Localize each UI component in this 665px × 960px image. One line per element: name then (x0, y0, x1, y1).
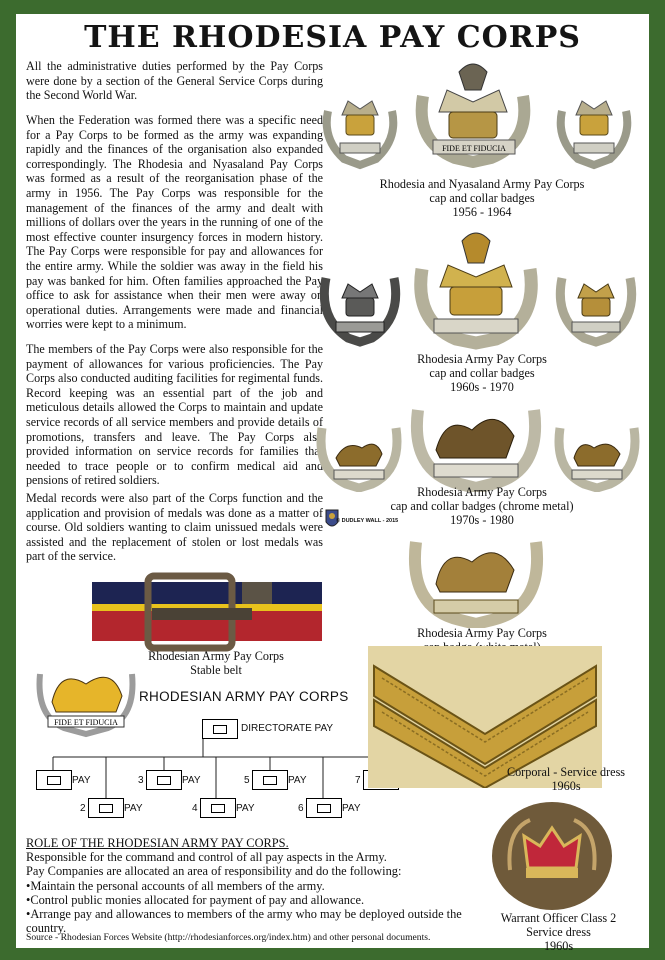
role-line-2: Pay Companies are allocated an area of responsibility and do the following: (26, 864, 402, 879)
role-heading: ROLE OF THE RHODESIAN ARMY PAY CORPS. (26, 836, 289, 850)
org-unit-box-2 (88, 798, 124, 818)
org-unit-label-2: PAY (124, 803, 143, 814)
org-unit-box-5 (252, 770, 288, 790)
motto-ribbon-text: FIDE ET FIDUCIA (442, 144, 506, 153)
caption-stable-belt: Rhodesian Army Pay Corps Stable belt (148, 649, 284, 677)
org-unit-num-2: 2 (80, 803, 86, 814)
org-unit-num-5: 5 (244, 775, 250, 786)
role-section (26, 836, 476, 935)
org-unit-label-5: PAY (288, 775, 307, 786)
role-line-1: Responsible for the command and control of all pay aspects in the Army. (26, 850, 387, 865)
source-note: Source - Rhodesian Forces Website (http://rhodesianforces.org/index.htm) and other personal documents. (26, 932, 431, 943)
logo-motto-text: FIDE ET FIDUCIA (54, 718, 118, 727)
caption-rapc-chrome: Rhodesia Army Pay Corps cap and collar badges (chrome metal) 1970s - 1980 (390, 485, 574, 527)
wo2-crown-badge-image (490, 800, 614, 912)
org-unit-label-1: PAY (72, 775, 91, 786)
org-unit-box-6 (306, 798, 342, 818)
paragraph-2: When the Federation was formed there was a specific need for a Pay Corps to be formed as the army was expanding rapidly and the finances of the organisation also expanded correspondingly. The Rhodesia and Nyasaland Pay Corps was formed as a result of the reorganisation phase of the army in 1956. The Pay Corps was responsible for the management of the finances of the army and dealt with millions of dollars over the years in the running of one of the most effective counter insurgency forces in modern history. The Pay Corps were responsible for pay and allowances for the entire army. While the soldier was away in the field his pay was banked for him. Often families approached the Pay office to ask for assistance when their men were away on operational duties. Arrangements were made and financial worries were kept to a minimum. (26, 113, 323, 332)
org-unit-box-4 (200, 798, 236, 818)
paragraph-3: The members of the Pay Corps were also responsible for the payment of allowances for various proficiencies. The Pay Corps also conducted auditing facilities for regimental funds. Record keeping was an essential part of the job and meticulous details allowed the Corps to maintain and update service records of all service members and provide details of promotions, transfers and leave. The Pay Corps also provided information on service records for families that needed to trace people or to confirm medical aid and pensions of retired soldiers. (26, 342, 323, 488)
org-unit-num-6: 6 (298, 803, 304, 814)
role-bullet-2: •Control public monies allocated for payment of pay and allowance. (26, 892, 365, 907)
role-bullet-3: •Arrange pay and allowances to members of the army who may be deployed outside the country. (26, 907, 462, 936)
org-chart-title: RHODESIAN ARMY PAY CORPS (139, 689, 349, 704)
caption-rapc-1960s: Rhodesia Army Pay Corps cap and collar badges 1960s - 1970 (417, 352, 547, 394)
caption-rn-badges: Rhodesia and Nyasaland Army Pay Corps cap and collar badges 1956 - 1964 (379, 177, 585, 219)
poster (16, 14, 649, 953)
org-unit-box-1 (36, 770, 72, 790)
role-bullet-1: •Maintain the personal accounts of all members of the army. (26, 878, 325, 893)
caption-rapc-white-metal: Rhodesia Army Pay Corps (417, 626, 547, 640)
org-unit-label-3: PAY (182, 775, 201, 786)
page-title: THE RHODESIA PAY CORPS (84, 20, 581, 55)
org-unit-num-7: 7 (355, 775, 361, 786)
caption-wo2: Warrant Officer Class 2 Service dress 1960s (500, 911, 617, 953)
credit-text: © DUDLEY WALL - 2015 (336, 518, 399, 524)
org-root-label: DIRECTORATE PAY (241, 723, 334, 734)
paragraph-1: All the administrative duties performed by the Pay Corps were done by a section of the General Service Corps during the Second World War. (26, 59, 323, 103)
org-unit-num-3: 3 (138, 775, 144, 786)
paragraph-4: Medal records were also part of the Corps function and the application and provision of medals was done as a matter of course. Old soldiers wanting to claim unissued medals were assisted and the replacement of stolen or lost medals was part of the service. (26, 491, 323, 564)
org-unit-label-6: PAY (342, 803, 361, 814)
org-unit-num-4: 4 (192, 803, 198, 814)
org-root-box (202, 719, 238, 739)
org-unit-label-4: PAY (236, 803, 255, 814)
caption-corporal: Corporal - Service dress 1960s (506, 765, 626, 793)
org-unit-box-3 (146, 770, 182, 790)
